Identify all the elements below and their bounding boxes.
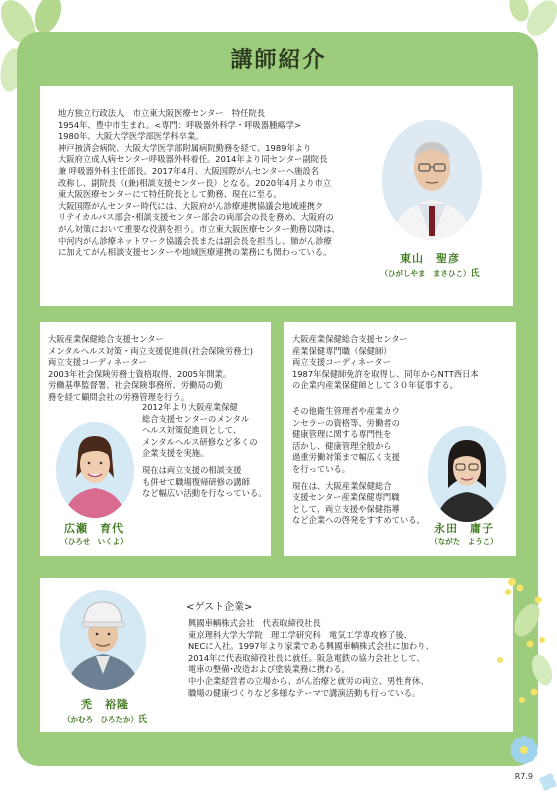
profile-line: 東京理科大学大学院 理工学研究科 電気工学専攻修了後、 — [188, 629, 413, 640]
profile-line: 大阪産業保健総合支援センター — [292, 334, 408, 344]
profile-line: に加えてがん相談支援センターや地域医療連携の業務にも関わっている。 — [58, 247, 332, 258]
lecturer-profile-text — [58, 108, 340, 259]
name-reading: （ひろせ いくよ） — [60, 537, 128, 546]
profile-line: 大阪国際がんセンター時代には、大阪府がん診療連携協議会地域連携ク — [58, 200, 324, 211]
profile-line: 東大阪医療センターにて特任院長として勤務、現在に至る。 — [58, 189, 282, 200]
profile-line: など企業への啓発をすすめている。 — [292, 515, 425, 526]
profile-line: 興國車輌株式会社 代表取締役社長 — [188, 618, 321, 628]
profile-line: 1987年保健師免許を取得し、同年からNTT西日本 — [292, 368, 479, 379]
lecturer-card-hirose — [40, 322, 271, 556]
profile-line: その他衛生管理者や産業カウ — [292, 406, 400, 416]
profile-line: 支援センター産業保健専門職 — [292, 492, 400, 503]
profile-line: 健康管理に関する専門性を — [292, 429, 392, 440]
lecturer-name: 広瀬 育代 — [64, 522, 124, 535]
profile-line: 2012年より大阪産業保健 — [142, 402, 238, 412]
name-block-nagata — [414, 520, 514, 547]
page-number: R7.9 — [514, 772, 533, 781]
profile-line: 両立支援コーディネーター — [48, 357, 147, 368]
profile-line: 過重労働対策まで幅広く支援 — [292, 452, 400, 463]
profile-line: 現在は、大阪産業保健総合 — [292, 480, 392, 491]
profile-line: 大阪府立成人病センター呼吸器外科着任。2014年より同センター副院長 — [58, 154, 328, 165]
profile-line: メンタルヘルス対策・両立支援促進員(社会保険労務士) — [48, 345, 254, 356]
name-reading: （ひがしやま まさひこ） — [380, 269, 471, 278]
lecturer-name: 東山 聖彦 — [400, 252, 460, 265]
lecturer-profile-text — [292, 334, 479, 392]
profile-line: 中小企業経営者の立場から、がん治療と就労の両立、男性育休、 — [188, 675, 429, 686]
profile-line: 中河内がん診療ネットワーク協議会長または副会長を担当し、肺がん診療 — [58, 235, 332, 246]
lecturer-card-nagata — [284, 322, 516, 556]
lecturer-activity-text — [292, 406, 425, 527]
guest-company-card — [40, 578, 513, 732]
profile-line: 産業保健専門職（保健師） — [292, 345, 392, 356]
profile-line: 両立支援コーディネーター — [292, 357, 391, 368]
profile-line: 神戸掖済会病院、大阪大学医学部附属病院勤務を経て、1989年より — [58, 142, 312, 153]
profile-line: 企業支援を実施。 — [142, 448, 209, 459]
profile-line: 1980年、大阪大学医学部医学科卒業。 — [58, 131, 204, 142]
portrait-kamuro — [60, 590, 146, 690]
profile-line: として、両立支援や保健指導 — [292, 503, 400, 514]
profile-line: 大阪産業保健総合支援センター — [48, 334, 164, 344]
guest-name: 禿 裕隆 — [81, 698, 129, 711]
page-title: 講師紹介 — [230, 48, 327, 73]
profile-line: 務を経て顧問会社の労務管理を行う。 — [48, 391, 190, 402]
profile-line: 電車の整備･改造および塗装業務に携わる。 — [188, 664, 350, 675]
lecturer-profile-text — [48, 334, 253, 404]
profile-line: ンセラーの資格等、労働者の — [292, 417, 400, 428]
profile-line: 2003年社会保険労務士資格取得、2005年開業。 — [48, 368, 232, 379]
profile-line: も併せて職場復帰研修の講師 — [142, 476, 250, 487]
portrait-higashiyama — [382, 120, 482, 240]
guest-section-header: <ゲスト企業> — [186, 602, 253, 613]
lecturer-name: 永田 庸子 — [434, 522, 494, 535]
name-block-higashiyama — [360, 250, 500, 279]
profile-line: ヘルス対策促進員として、 — [142, 425, 242, 436]
profile-line: 地方独立行政法人 市立東大阪医療センター 特任院長 — [58, 108, 266, 118]
profile-line: 1954年、豊中市生まれ。<専門：呼吸器外科学・呼吸器腫瘍学> — [58, 119, 301, 130]
profile-line: 改称し、副院長（(兼)相談支援センター長）となる。2020年4月より市立 — [58, 177, 332, 188]
profile-line: を行っている。 — [292, 463, 351, 474]
name-reading: （かむろ ひろたか） — [62, 715, 138, 724]
profile-line: リテイカルパス部会･相談支援センター部会の両部会の長を務め、大阪府の — [58, 212, 334, 223]
profile-line: 労働基準監督署、社会保険事務所、労働局の勤 — [48, 380, 223, 391]
profile-line: 職場の健康づくりなど多様なテーマで講演活動も行っている。 — [188, 687, 421, 698]
lecturer-card-higashiyama — [40, 86, 513, 306]
flower-decoration-bottom-right — [472, 560, 557, 795]
profile-line: 2014年に代表取締役社長に就任。阪急電鉄の協力会社として、 — [188, 652, 425, 663]
name-block-kamuro — [50, 696, 160, 725]
profile-line: NECに入社。1997年より家業である興國車輌株式会社に加わり、 — [188, 641, 434, 652]
portrait-hirose — [56, 422, 134, 518]
guest-profile-text — [188, 618, 434, 699]
profile-line: がん対策において重要な役割を担う。市立東大阪医療センター勤務以降は、 — [58, 223, 340, 234]
name-honorific: 氏 — [470, 269, 480, 279]
name-honorific: 氏 — [137, 715, 147, 725]
profile-line: 現在は両立支援の相談支援 — [142, 464, 242, 475]
profile-line: 兼 呼吸器外科主任部長。2017年4月、大阪国際がんセンターへ施設名 — [58, 165, 320, 176]
profile-line: の企業内産業保健師として３０年従事する。 — [292, 380, 458, 391]
portrait-nagata — [428, 426, 506, 522]
profile-line: 総合支援センターのメンタル — [142, 413, 250, 424]
name-reading: （ながた ようこ） — [430, 537, 498, 546]
name-block-hirose — [44, 520, 144, 547]
profile-line: メンタルヘルス研修など多くの — [142, 436, 258, 447]
profile-line: など幅広い活動を行なっている。 — [142, 488, 267, 499]
profile-line: 活かし、健康管理全般から — [292, 440, 392, 451]
lecturer-activity-text — [142, 402, 266, 500]
